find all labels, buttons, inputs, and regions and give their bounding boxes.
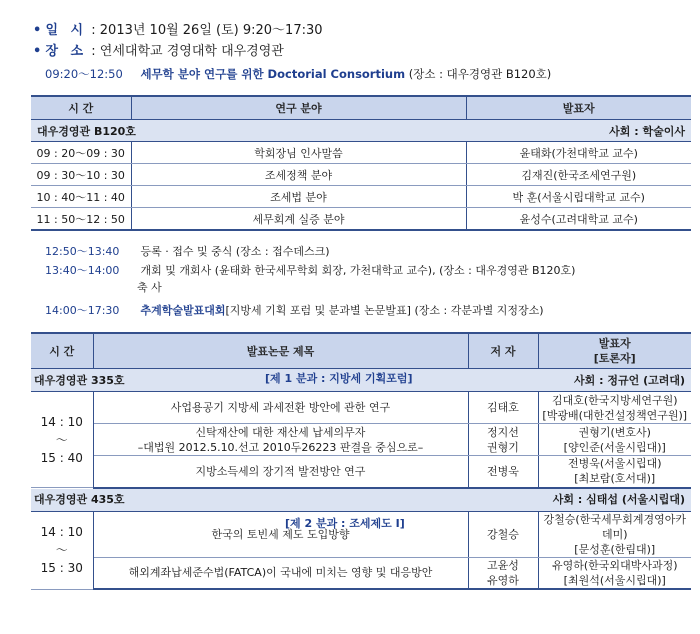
session-chair: 사회 : 정규언 (고려대) — [468, 369, 691, 392]
table-row — [31, 456, 691, 488]
row-speaker: 윤성수(고려대학교 교수) — [466, 208, 691, 231]
discussant-name: [문성훈(한림대)] — [574, 542, 656, 556]
header-presenter — [538, 333, 691, 369]
row-topic: 세무회계 실증 분야 — [131, 208, 466, 231]
header-presenter-label: 발표자 — [598, 337, 631, 350]
date-line — [33, 19, 323, 38]
table-row — [31, 142, 691, 164]
row-time: 09 : 20～09 : 30 — [31, 142, 131, 164]
paper-title: 사업용공기 지방세 과세전환 방안에 관한 연구 — [93, 392, 468, 424]
paper-author: 전병욱 — [468, 456, 538, 488]
discussant-name: [양인준(서울시립대)] — [563, 440, 666, 454]
table-row — [31, 164, 691, 186]
table-header-row — [31, 333, 691, 369]
paper-author: 강철승 — [468, 511, 538, 557]
table-row — [31, 557, 691, 589]
presenter-name: 강철승(한국세무회계경영아카데미) — [543, 512, 686, 541]
schedule-congrats: 축 사 — [137, 281, 162, 294]
paper-author — [468, 424, 538, 456]
schedule-text: 개회 및 개회사 (윤태화 한국세무학회 회장, 가천대학교 교수), (장소 : 대우경영관 B120호) — [140, 264, 576, 277]
section-row — [31, 120, 691, 142]
author-line2: 권형기 — [487, 440, 519, 454]
table-row — [31, 208, 691, 231]
author-line1: 정지선 — [487, 425, 519, 439]
place-separator: : — [91, 44, 96, 59]
session-time-tilde: ～ — [55, 543, 68, 557]
author-line1: 고윤성 — [487, 558, 519, 572]
paper-title-line2: –대법원 2012.5.10.선고 2010두26223 판결을 중심으로– — [137, 440, 424, 454]
header-time: 시 간 — [31, 333, 93, 369]
paper-presenter — [538, 424, 691, 456]
schedule-item — [45, 243, 330, 259]
session-panel-title: [제 1 분과 : 지방세 기획포럼] — [265, 372, 413, 385]
session-time-end: 15 : 40 — [40, 450, 83, 465]
discussant-name: [최원석(서울시립대)] — [563, 573, 666, 587]
date-separator: : — [91, 23, 96, 38]
session-chair: 사회 : 심태섭 (서울시립대) — [468, 488, 691, 512]
row-topic: 학회장님 인사말씀 — [131, 142, 466, 164]
paper-presenter — [538, 511, 691, 557]
session-time-start: 14 : 10 — [40, 525, 83, 539]
row-topic: 조세정책 분야 — [131, 164, 466, 186]
table-row — [31, 186, 691, 208]
session-time — [31, 511, 93, 589]
schedule-time: 14:00～17:30 — [45, 304, 120, 317]
schedule-text: 등록 · 접수 및 중식 (장소 : 접수데스크) — [140, 245, 330, 258]
header-discussant-label: [토론자] — [593, 352, 636, 365]
presenter-name: 유영하(한국외대박사과정) — [552, 558, 678, 572]
doctoral-schedule-table — [31, 95, 691, 231]
date-label: 일 시 — [45, 23, 88, 38]
paper-presenter — [538, 557, 691, 589]
row-speaker: 윤태화(가천대학교 교수) — [466, 142, 691, 164]
bullet-icon: • — [33, 44, 42, 59]
paper-title: 해외계좌납세준수법(FATCA)이 국내에 미치는 영향 및 대응방안 — [93, 557, 468, 589]
row-topic: 조세법 분야 — [131, 186, 466, 208]
presenter-name: 전병욱(서울시립대) — [567, 457, 662, 471]
bullet-icon: • — [33, 23, 42, 38]
session-time — [31, 392, 93, 488]
section-chair: 사회 : 학술이사 — [466, 120, 691, 142]
table-row — [31, 392, 691, 424]
doctoral-title: 세무학 분야 연구를 위한 Doctorial Consortium — [140, 67, 406, 81]
paper-title-line1: 신탁재산에 대한 재산세 납세의무자 — [195, 425, 366, 439]
session-panel-title: [제 2 분과 : 조세제도 Ⅰ] — [285, 517, 405, 530]
presenter-name: 김대호(한국지방세연구원) — [552, 393, 678, 407]
place-label: 장 소 — [45, 44, 88, 59]
session-time-start: 14 : 10 — [40, 414, 83, 429]
discussant-name: [최보람(호서대)] — [574, 472, 656, 486]
author-line2: 유영하 — [487, 573, 519, 587]
table-row — [31, 424, 691, 456]
table-header-row — [31, 96, 691, 120]
section-room: 대우경영관 B120호 — [31, 120, 466, 142]
place-value: 연세대학교 경영대학 대우경영관 — [99, 44, 284, 59]
presenter-name: 권형기(변호사) — [578, 425, 651, 439]
discussant-name: [박광배(대한건설정책연구원)] — [542, 408, 688, 422]
row-time: 09 : 30～10 : 30 — [31, 164, 131, 186]
date-value: 2013년 10월 26일 (토) 9:20～17:30 — [99, 23, 323, 38]
paper-presenter — [538, 392, 691, 424]
doctoral-time: 09:20～12:50 — [45, 67, 123, 81]
paper-author — [468, 557, 538, 589]
session-room: 대우경영관 435호 — [31, 488, 468, 512]
paper-title: 한국의 토빈세 제도 도입방향 — [93, 511, 468, 557]
header-paper: 발표논문 제목 — [93, 333, 468, 369]
header-topic: 연구 분야 — [131, 96, 466, 120]
session-header-row — [31, 488, 691, 512]
header-speaker: 발표자 — [466, 96, 691, 120]
row-speaker: 박 훈(서울시립대학교 교수) — [466, 186, 691, 208]
paper-title: 지방소득세의 장기적 발전방안 연구 — [93, 456, 468, 488]
schedule-time: 13:40～14:00 — [45, 264, 120, 277]
session-room: 대우경영관 335호 — [31, 369, 468, 392]
schedule-item — [45, 262, 575, 278]
schedule-text: [지방세 기획 포럼 및 분과별 논문발표] (장소 : 각분과별 지정장소) — [225, 304, 544, 317]
doctoral-place: (장소 : 대우경영관 B120호) — [408, 67, 552, 81]
session-time-tilde: ～ — [55, 432, 68, 447]
schedule-item — [45, 302, 544, 318]
session-time-end: 15 : 30 — [40, 561, 83, 575]
row-time: 10 : 40～11 : 40 — [31, 186, 131, 208]
doctoral-line — [45, 66, 551, 82]
paper-title — [93, 424, 468, 456]
row-speaker: 김재진(한국조세연구원) — [466, 164, 691, 186]
header-time: 시 간 — [31, 96, 131, 120]
header-author: 저 자 — [468, 333, 538, 369]
place-line — [33, 40, 284, 59]
paper-author: 김태호 — [468, 392, 538, 424]
schedule-time: 12:50～13:40 — [45, 245, 120, 258]
row-time: 11 : 50～12 : 50 — [31, 208, 131, 231]
schedule-highlight: 추계학술발표대회 — [140, 304, 226, 317]
paper-presenter — [538, 456, 691, 488]
